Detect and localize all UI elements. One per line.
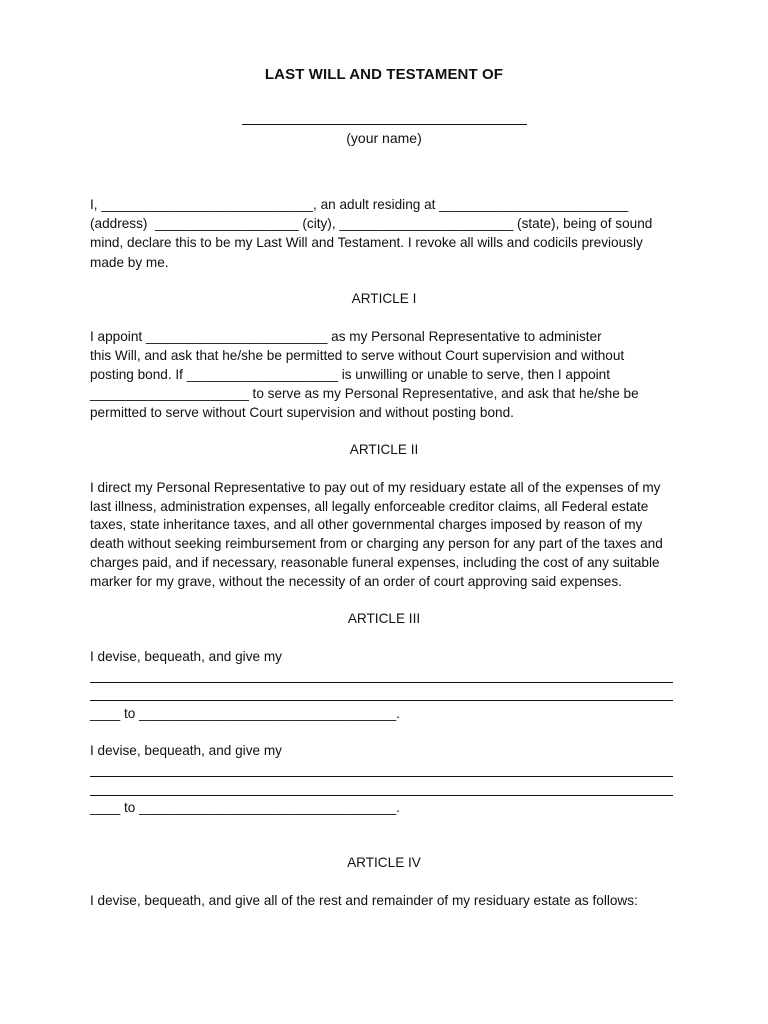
- article-2-line-3: taxes, state inheritance taxes, and all other governmental charges imposed by reason of my: [90, 517, 643, 532]
- article-1-line-5: permitted to serve without Court supervision and without posting bond.: [90, 405, 514, 420]
- article-2-line-1: I direct my Personal Representative to pay out of my residuary estate all of the expenses of my: [90, 480, 661, 495]
- gift-2-blank-line-1[interactable]: [90, 776, 673, 777]
- article-3-heading: ARTICLE III: [347, 611, 421, 626]
- article-2-line-5: charges paid, and if necessary, reasonable funeral expenses, including the cost of any suitable: [90, 555, 660, 570]
- article-1-line-1: I appoint ________________________ as my Personal Representative to administer: [90, 329, 602, 344]
- article-1-line-4: _____________________ to serve as my Personal Representative, and ask that he/she be: [90, 386, 639, 401]
- article-2-heading: ARTICLE II: [349, 442, 419, 457]
- intro-line-2: (address) ___________________ (city), _______________________ (state), being of sound: [90, 216, 653, 231]
- intro-line-1: I, ____________________________, an adult residing at _________________________: [90, 197, 629, 212]
- gift-1-blank-line-1[interactable]: [90, 682, 673, 683]
- article-2-line-2: last illness, administration expenses, all legally enforceable creditor claims, all Federal estate: [90, 499, 649, 514]
- article-1-heading: ARTICLE I: [351, 291, 417, 306]
- article-2-line-6: marker for my grave, without the necessity of an order of court approving said expenses.: [90, 574, 622, 589]
- intro-line-3: mind, declare this to be my Last Will and Testament. I revoke all wills and codicils previously: [90, 235, 643, 250]
- gift-2-blank-line-2[interactable]: [90, 795, 673, 796]
- gift-1-intro: I devise, bequeath, and give my: [90, 649, 282, 664]
- article-1-line-3: posting bond. If ____________________ is unwilling or unable to serve, then I appoint: [90, 367, 610, 382]
- gift-2-recipient-line: ____ to __________________________________.: [90, 800, 400, 815]
- name-blank-line[interactable]: [242, 124, 527, 125]
- article-4-heading: ARTICLE IV: [347, 855, 421, 870]
- name-caption: (your name): [346, 130, 422, 146]
- gift-2-intro: I devise, bequeath, and give my: [90, 743, 282, 758]
- gift-1-blank-line-2[interactable]: [90, 700, 673, 701]
- document-title: LAST WILL AND TESTAMENT OF: [264, 66, 504, 83]
- gift-1-recipient-line: ____ to __________________________________.: [90, 706, 400, 721]
- article-4-line-1: I devise, bequeath, and give all of the rest and remainder of my residuary estate as follows:: [90, 893, 638, 908]
- article-1-line-2: this Will, and ask that he/she be permitted to serve without Court supervision and without: [90, 348, 625, 363]
- intro-line-4: made by me.: [90, 255, 169, 270]
- article-2-line-4: death without seeking reimbursement from or charging any person for any part of the taxes and: [90, 536, 663, 551]
